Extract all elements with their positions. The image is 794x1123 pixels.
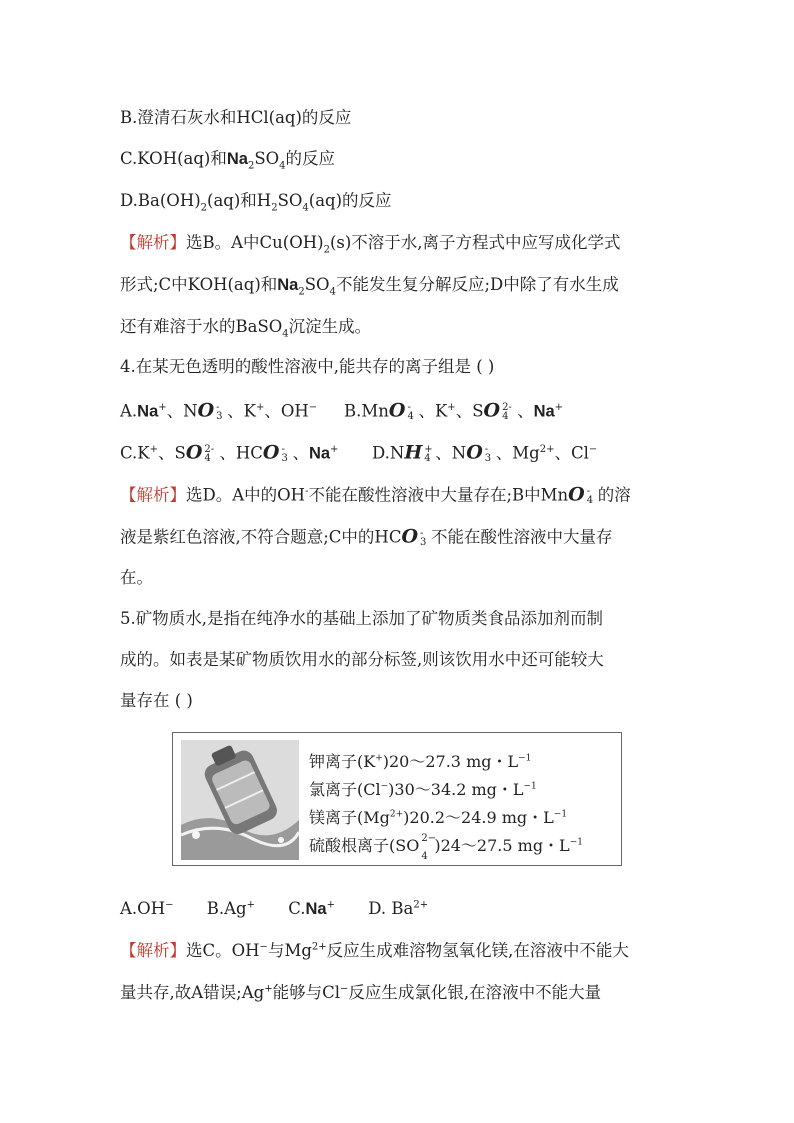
label-row-chloride: 氯离子(Cl−)30～34.2 mg・$L^{-1}$ bbox=[309, 780, 537, 799]
q4-option-c: C.K+、SO 2- 4 、HCO - 3 、Na+ bbox=[120, 441, 339, 464]
analysis-tag: 【解析】 bbox=[120, 233, 186, 252]
q4-option-b: B.MnO - 4 、K+、SO 2- 4 、Na+ bbox=[344, 399, 564, 422]
q3-option-b: B.澄清石灰水和HCl(aq)的反应 bbox=[120, 108, 352, 127]
mineral-water-label bbox=[172, 732, 622, 866]
q5-stem-line-3: 量存在 ( ) bbox=[120, 691, 193, 710]
label-row-potassium: 钾离子(K+)20～27.3 mg・$L^{-1}$ bbox=[309, 752, 532, 771]
q4-analysis-line-3: 在。 bbox=[120, 568, 153, 587]
q5-analysis-line-1: 【解析】选C。OH−与$Mg^{2+}$反应生成难溶物氢氧化镁,在溶液中不能大 bbox=[120, 941, 629, 960]
q5-stem-line-1: 5.矿物质水,是指在纯净水的基础上添加了矿物质类食品添加剂而制 bbox=[120, 609, 603, 628]
q3-option-d: $D.Ba(OH)_2(aq)$和$H_2SO_4(aq)$的反应 bbox=[120, 191, 392, 214]
q4-option-a: A.Na+、NO - 3 、K+、OH− bbox=[120, 399, 318, 422]
q5-options: A.OH− B.Ag+ C.Na+ D. $Ba^{2+}$ bbox=[120, 899, 429, 918]
label-row-sulfate: 硫酸根离子(SO 2− 4 )24～27.5 mg・$L^{-1}$ bbox=[309, 832, 583, 862]
q3-analysis-line-1: 【解析】选B。A中$Cu(OH)_2(s)$不溶于水,离子方程式中应写成化学式 bbox=[120, 233, 621, 256]
analysis-tag: 【解析】 bbox=[120, 941, 186, 960]
q3-option-c: C.KOH(aq)和$Na_2SO_4$的反应 bbox=[120, 149, 336, 172]
q4-analysis-line-1: 【解析】选D。A中的OH-不能在酸性溶液中大量存在;B中MnO - 4 的溶 bbox=[120, 483, 631, 506]
analysis-tag: 【解析】 bbox=[120, 485, 186, 505]
q4-option-d: D.NH + 4 、NO - 3 、$Mg^{2+}$、Cl− bbox=[372, 441, 598, 464]
q3-analysis-line-3: 还有难溶于水的BaSO$_4$沉淀生成。 bbox=[120, 317, 372, 340]
q5-stem-line-2: 成的。如表是某矿物质饮用水的部分标签,则该饮用水中还可能较大 bbox=[120, 650, 604, 669]
q3-analysis-line-2: 形式;C中KOH(aq)和$Na_2SO_4$不能发生复分解反应;D中除了有水生成 bbox=[120, 275, 619, 298]
q5-analysis-line-2: 量共存,故A错误;Ag+能够与Cl−反应生成氯化银,在溶液中不能大量 bbox=[120, 983, 602, 1002]
q4-stem: 4.在某无色透明的酸性溶液中,能共存的离子组是 ( ) bbox=[120, 357, 495, 376]
q4-analysis-line-2: 液是紫红色溶液,不符合题意;C中的HCO - 3 不能在酸性溶液中大量存 bbox=[120, 525, 613, 548]
label-row-magnesium: 镁离子$(Mg^{2+})20.2\sim 24.9$ mg・$L^{-1}$ bbox=[309, 808, 568, 827]
water-bottle-image bbox=[181, 740, 299, 860]
